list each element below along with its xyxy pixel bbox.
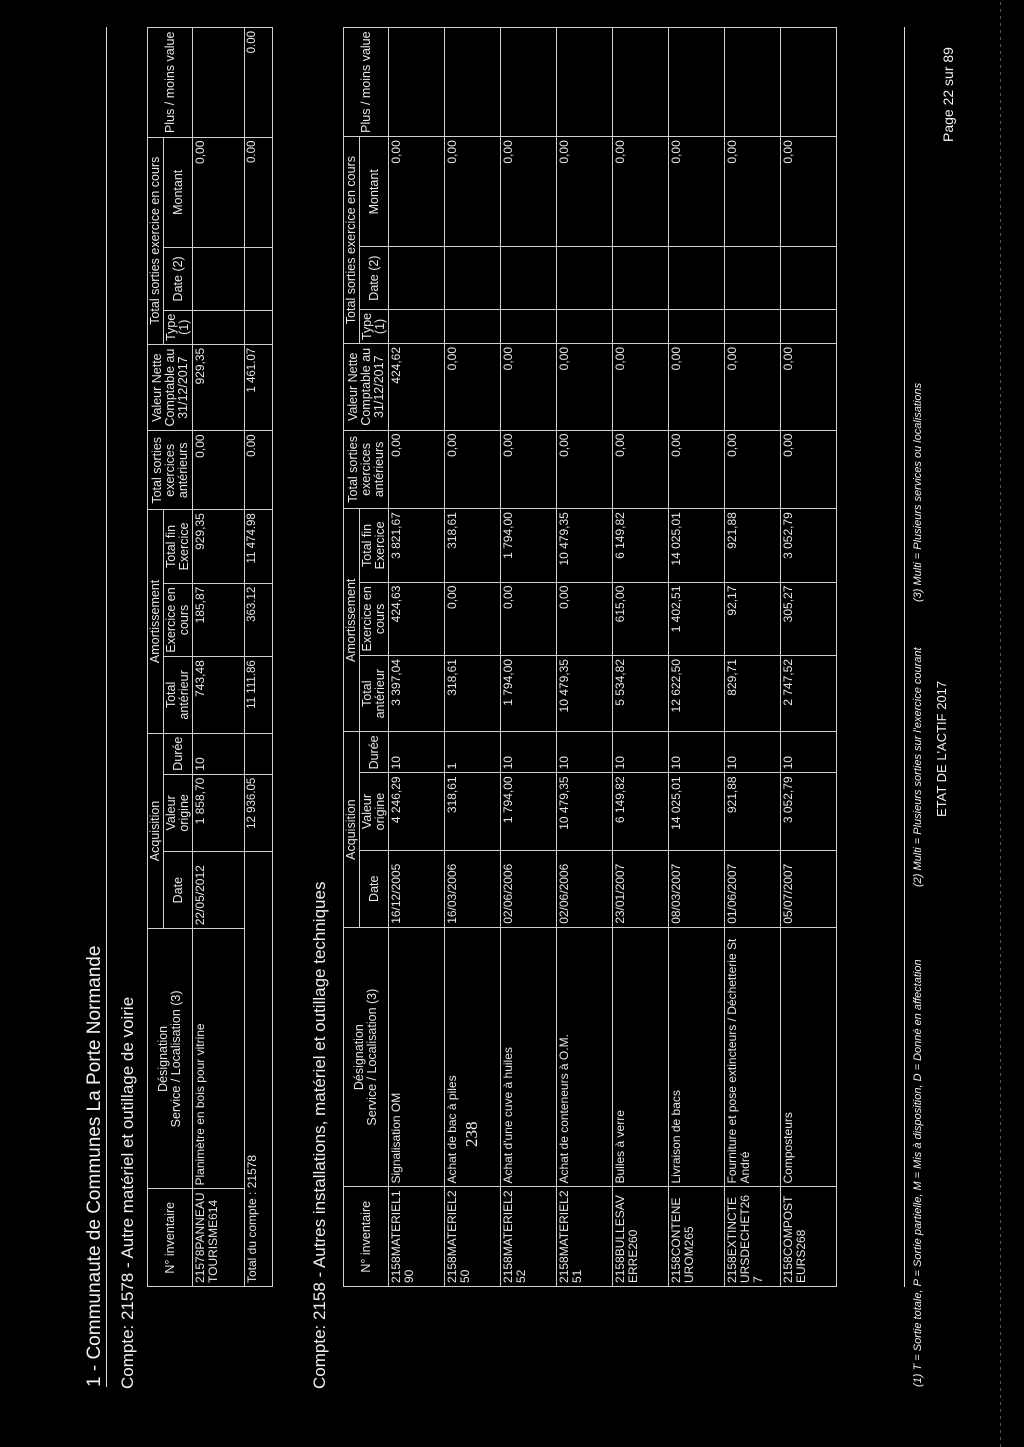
cell-total-sorties: 0,00 [501,430,557,509]
col-type: Type (1) [164,310,193,344]
col-total-anterieur: Total antérieur [360,656,389,732]
cell-designation: Livraison de bacs [669,927,725,1187]
table-row [613,28,669,1287]
cell-plus-moins [781,28,837,137]
cell-exercice-cours: 185,87 [193,583,245,657]
cell-plus-moins [725,28,781,137]
col-date2: Date (2) [360,247,389,310]
cell-total-sorties: 0,00 [193,431,245,510]
col-type: Type (1) [360,309,389,343]
col-inventaire: N° inventaire [148,1189,193,1287]
cell-plus-moins [669,28,725,137]
cell-montant: 0,00 [389,137,445,247]
cell-date2 [669,247,725,310]
col-vnc: Valeur Nette Comptable au 31/12/2017 [344,343,389,430]
cell-date2 [389,247,445,310]
cell-duree: 10 [193,733,245,774]
account-table-2158-body [389,28,837,1287]
page-stamp: 238 [462,1121,481,1147]
col-plus-moins: Plus / moins value [148,28,193,138]
scan-edge-mark [1000,0,1001,1447]
cell-total-fin: 929,35 [193,510,245,584]
col-total-fin: Total fin Exercice [360,509,389,582]
table-row [501,28,557,1287]
cell-total-anterieur: 743,48 [193,657,245,733]
cell-date: 23/01/2007 [613,850,669,927]
cell-inventaire: 2158MATERIEL1 90 [389,1187,445,1287]
cell-date2 [725,247,781,310]
cell-designation: Achat de conteneurs à O.M. [557,927,613,1187]
cell-vnc: 0,00 [613,343,669,430]
cell-valeur: 14 025,01 [669,773,725,850]
cell-total-anterieur: 318,61 [445,656,501,732]
table-row [669,28,725,1287]
cell-vnc: 0,00 [781,343,837,430]
col-amortissement: Amortissement [344,509,360,732]
cell-exercice-cours: 0,00 [445,582,501,655]
cell-montant: 0,00 [445,137,501,247]
total-sorties: 0.00 [245,431,273,510]
account-heading-21578: Compte: 21578 - Autre matériel et outillage de voirie [118,996,137,1389]
cell-vnc: 0,00 [725,343,781,430]
col-inventaire: N° inventaire [344,1187,389,1287]
cell-date2 [501,247,557,310]
cell-vnc: 0,00 [669,343,725,430]
total-label: Total du compte : 21578 [245,852,273,1287]
account-heading-2158: Compte: 2158 - Autres installations, matériel et outillage techniques [310,881,329,1389]
cell-plus-moins [501,28,557,137]
table-row [557,28,613,1287]
cell-type [613,309,669,343]
cell-exercice-cours: 0,00 [501,582,557,655]
cell-total-fin: 318,61 [445,509,501,582]
col-total-sorties-cours: Total sorties exercice en cours [344,137,360,344]
cell-montant: 0,00 [725,137,781,247]
total-valeur: 12 936.05 [245,774,273,851]
cell-duree: 10 [389,732,445,773]
cell-date: 16/12/2005 [389,850,445,927]
col-montant: Montant [360,137,389,247]
cell-total-sorties: 0,00 [557,430,613,509]
col-duree: Durée [360,732,389,773]
col-exercice-cours: Exercice en cours [164,583,193,657]
cell-exercice-cours: 0,00 [557,582,613,655]
cell-date2 [193,248,245,311]
cell-date: 02/06/2006 [557,850,613,927]
cell-duree: 10 [557,732,613,773]
cell-exercice-cours: 1 402,51 [669,582,725,655]
cell-total-fin: 10 479,35 [557,509,613,582]
cell-total-anterieur: 2 747,52 [781,656,837,732]
total-vnc: 1 461.07 [245,344,273,431]
col-total-fin: Total fin Exercice [164,510,193,584]
cell-type [445,309,501,343]
cell-designation: Planimètre en bois pour vitrine [193,929,245,1189]
cell-montant: 0,00 [193,137,245,247]
total-montant: 0.00 [245,137,273,247]
organization-title: 1 - Communaute de Communes La Porte Normande [84,945,105,1387]
col-acquisition: Acquisition [344,732,360,927]
cell-vnc: 0,00 [445,343,501,430]
account-table-21578 [147,27,273,1287]
cell-designation: Signalisation OM [389,927,445,1187]
cell-exercice-cours: 424,63 [389,582,445,655]
cell-montant: 0,00 [557,137,613,247]
cell-exercice-cours: 92,17 [725,582,781,655]
cell-inventaire: 2158EXTINCTE URSDECHET26 7 [725,1187,781,1287]
cell-total-sorties: 0,00 [725,430,781,509]
cell-total-anterieur: 10 479,35 [557,656,613,732]
cell-date2 [613,247,669,310]
cell-total-fin: 921,88 [725,509,781,582]
table-row [389,28,445,1287]
total-exercice-cours: 363.12 [245,583,273,657]
page-number: Page 22 sur 89 [940,47,956,142]
cell-date: 16/03/2006 [445,850,501,927]
footnote-2: (2) Multi = Plusieurs sorties sur l'exercice courant [912,647,924,887]
report-title: ETAT DE L'ACTIF 2017 [934,680,949,817]
table-row [193,28,245,1287]
cell-total-fin: 3 052,79 [781,509,837,582]
col-date2: Date (2) [164,248,193,311]
table-row [725,28,781,1287]
cell-plus-moins [389,28,445,137]
cell-plus-moins [193,28,245,138]
cell-montant: 0,00 [613,137,669,247]
cell-type [389,309,445,343]
cell-total-sorties: 0,00 [781,430,837,509]
footnote-3: (3) Multi = Plusieurs services ou localisations [912,382,924,602]
cell-designation: Bulles à verre [613,927,669,1187]
cell-valeur: 1 858,70 [193,774,245,851]
cell-vnc: 0,00 [501,343,557,430]
col-total-sorties: Total sorties exercices antérieurs [344,430,389,509]
cell-date2 [781,247,837,310]
title-rule [106,27,107,1387]
cell-total-anterieur: 12 622,50 [669,656,725,732]
cell-date: 08/03/2007 [669,850,725,927]
cell-total-sorties: 0,00 [445,430,501,509]
cell-inventaire: 21578PANNEAU TOURISME614 [193,1189,245,1287]
cell-total-anterieur: 3 397,04 [389,656,445,732]
col-designation: Désignation Service / Localisation (3) [344,927,389,1187]
cell-type [725,309,781,343]
cell-plus-moins [613,28,669,137]
cell-date: 02/06/2006 [501,850,557,927]
col-valeur: Valeur origine [164,774,193,851]
total-anterieur: 11 111.86 [245,657,273,733]
cell-valeur: 318,61 [445,773,501,850]
col-total-sorties: Total sorties exercices antérieurs [148,431,193,510]
cell-valeur: 1 794,00 [501,773,557,850]
col-date: Date [360,850,389,927]
cell-date2 [445,247,501,310]
cell-total-fin: 1 794,00 [501,509,557,582]
col-vnc: Valeur Nette Comptable au 31/12/2017 [148,344,193,431]
cell-total-anterieur: 829,71 [725,656,781,732]
cell-total-sorties: 0,00 [389,430,445,509]
col-designation: Désignation Service / Localisation (3) [148,929,193,1189]
col-valeur: Valeur origine [360,773,389,850]
cell-plus-moins [557,28,613,137]
cell-designation: Composteurs [781,927,837,1187]
cell-total-sorties: 0,00 [613,430,669,509]
cell-type [193,310,245,344]
cell-duree: 10 [613,732,669,773]
cell-type [557,309,613,343]
footnote-1: (1) T = Sortie totale, P = Sortie partielle, M = Mis à disposition, D = Donné en affectation [912,959,924,1387]
col-total-sorties-cours: Total sorties exercice en cours [148,137,164,344]
cell-valeur: 4 246,29 [389,773,445,850]
table-row [445,28,501,1287]
cell-date: 05/07/2007 [781,850,837,927]
cell-valeur: 6 149,82 [613,773,669,850]
total-plus-moins: 0.00 [245,28,273,138]
cell-total-fin: 6 149,82 [613,509,669,582]
cell-plus-moins [445,28,501,137]
cell-duree: 10 [725,732,781,773]
cell-duree: 10 [501,732,557,773]
cell-exercice-cours: 615,00 [613,582,669,655]
cell-exercice-cours: 305,27 [781,582,837,655]
total-row [245,28,273,1287]
footer-rule [904,27,905,1287]
cell-inventaire: 2158MATERIEL2 52 [501,1187,557,1287]
total-fin: 11 474.98 [245,510,273,584]
cell-inventaire: 2158BULLESAV ERRE260 [613,1187,669,1287]
cell-vnc: 929,35 [193,344,245,431]
cell-total-anterieur: 5 534,82 [613,656,669,732]
cell-inventaire: 2158CONTENE UROM265 [669,1187,725,1287]
cell-vnc: 424,62 [389,343,445,430]
cell-date2 [557,247,613,310]
cell-total-fin: 14 025,01 [669,509,725,582]
cell-type [501,309,557,343]
col-amortissement: Amortissement [148,510,164,733]
table-row [781,28,837,1287]
cell-total-fin: 3 821,67 [389,509,445,582]
cell-designation: Achat de bac à piles [445,927,501,1187]
cell-duree: 10 [669,732,725,773]
col-duree: Durée [164,733,193,774]
cell-designation: Achat d'une cuve à huiles [501,927,557,1187]
cell-montant: 0,00 [501,137,557,247]
col-acquisition: Acquisition [148,733,164,929]
cell-duree: 10 [781,732,837,773]
cell-type [669,309,725,343]
cell-montant: 0,00 [781,137,837,247]
col-date: Date [164,852,193,929]
col-total-anterieur: Total antérieur [164,657,193,733]
col-plus-moins: Plus / moins value [344,28,389,137]
cell-type [781,309,837,343]
cell-valeur: 10 479,35 [557,773,613,850]
col-exercice-cours: Exercice en cours [360,582,389,655]
cell-montant: 0,00 [669,137,725,247]
col-montant: Montant [164,137,193,247]
cell-total-sorties: 0,00 [669,430,725,509]
cell-vnc: 0,00 [557,343,613,430]
cell-inventaire: 2158MATERIEL2 50 [445,1187,501,1287]
cell-date: 22/05/2012 [193,852,245,929]
account-table-2158 [343,27,837,1287]
cell-date: 01/06/2007 [725,850,781,927]
cell-valeur: 921,88 [725,773,781,850]
cell-valeur: 3 052,79 [781,773,837,850]
cell-designation: Fourniture et pose extincteurs / Déchetterie St André [725,927,781,1187]
cell-duree: 1 [445,732,501,773]
cell-total-anterieur: 1 794,00 [501,656,557,732]
cell-inventaire: 2158COMPOST EURS268 [781,1187,837,1287]
cell-inventaire: 2158MATERIEL2 51 [557,1187,613,1287]
